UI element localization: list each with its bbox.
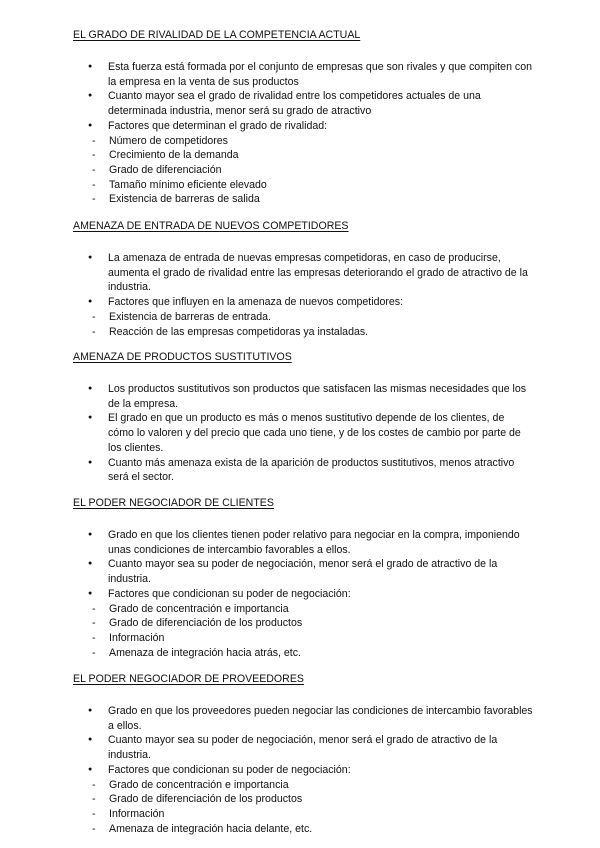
sub-item: - Información [73, 807, 533, 822]
sub-item: - Amenaza de integración hacia atrás, etc. [73, 646, 533, 661]
sub-list [73, 778, 533, 837]
bullet-item: ● Esta fuerza está formada por el conjunto de empresas que son rivales y que compiten con la empresa en la venta de sus productos [73, 60, 533, 89]
section-heading: AMENAZA DE PRODUCTOS SUSTITUTIVOS [73, 351, 292, 363]
section-heading: EL PODER NEGOCIADOR DE PROVEEDORES [73, 673, 304, 685]
section-rivalidad [73, 28, 533, 207]
bullet-item: ● Grado en que los proveedores pueden negociar las condiciones de intercambio favorables a ellos. [73, 704, 533, 733]
bullet-list [73, 528, 533, 660]
sub-item: - Grado de concentración e importancia [73, 778, 533, 793]
section-heading: AMENAZA DE ENTRADA DE NUEVOS COMPETIDORES [73, 220, 349, 232]
bullet-item: ● Factores que condicionan su poder de negociación: [73, 763, 533, 778]
bullet-list [73, 60, 533, 207]
sub-list [73, 310, 533, 339]
sub-item: - Información [73, 631, 533, 646]
bullet-item: ● Cuanto mayor sea el grado de rivalidad entre los competidores actuales de una determinada industria, menor será su grado de atractivo [73, 89, 533, 118]
bullet-item: ● Los productos sustitutivos son productos que satisfacen las mismas necesidades que los de la empresa. [73, 382, 533, 411]
bullet-item-with-subitems [73, 587, 533, 661]
section-poder-proveedores [73, 672, 533, 836]
bullet-list [73, 251, 533, 339]
sub-item: - Grado de diferenciación [73, 163, 533, 178]
bullet-list [73, 704, 533, 836]
section-poder-clientes [73, 496, 533, 660]
bullet-item-with-subitems [73, 119, 533, 207]
sub-list [73, 602, 533, 661]
section-heading: EL PODER NEGOCIADOR DE CLIENTES [73, 497, 274, 509]
bullet-list [73, 382, 533, 485]
bullet-item-with-subitems [73, 295, 533, 339]
bullet-item: ● Grado en que los clientes tienen poder relativo para negociar en la compra, imponiendo unas condiciones de intercambio favorables a ellos. [73, 528, 533, 557]
bullet-item: ● Cuanto más amenaza exista de la aparición de productos sustitutivos, menos atractivo será el sector. [73, 456, 533, 485]
sub-item: - Amenaza de integración hacia delante, etc. [73, 822, 533, 837]
section-nuevos-competidores [73, 219, 533, 339]
bullet-item-with-subitems [73, 763, 533, 837]
sub-item: - Grado de diferenciación de los productos [73, 616, 533, 631]
sub-list [73, 134, 533, 208]
sub-item: - Existencia de barreras de entrada. [73, 310, 533, 325]
bullet-item: ● Factores que determinan el grado de rivalidad: [73, 119, 533, 134]
bullet-item: ● Cuanto mayor sea su poder de negociación, menor será el grado de atractivo de la industria. [73, 557, 533, 586]
sub-item: - Grado de concentración e importancia [73, 602, 533, 617]
sub-item: - Reacción de las empresas competidoras ya instaladas. [73, 325, 533, 340]
sub-item: - Crecimiento de la demanda [73, 148, 533, 163]
section-productos-sustitutivos [73, 350, 533, 485]
sub-item: - Grado de diferenciación de los productos [73, 792, 533, 807]
section-heading: EL GRADO DE RIVALIDAD DE LA COMPETENCIA ACTUAL [73, 29, 361, 41]
bullet-item: ● La amenaza de entrada de nuevas empresas competidoras, en caso de producirse, aumenta el grado de rivalidad entre las empresas deteriorando el grado de atractivo de la industria. [73, 251, 533, 295]
bullet-item: ● Factores que condicionan su poder de negociación: [73, 587, 533, 602]
sub-item: - Tamaño mínimo eficiente elevado [73, 178, 533, 193]
sub-item: - Existencia de barreras de salida [73, 192, 533, 207]
bullet-item: ● El grado en que un producto es más o menos sustitutivo depende de los clientes, de cómo lo valoren y del precio que cada uno tiene, y de los costes de cambio por parte de los clientes. [73, 411, 533, 455]
sub-item: - Número de competidores [73, 134, 533, 149]
bullet-item: ● Cuanto mayor sea su poder de negociación, menor será el grado de atractivo de la industria. [73, 733, 533, 762]
bullet-item: ● Factores que influyen en la amenaza de nuevos competidores: [73, 295, 533, 310]
